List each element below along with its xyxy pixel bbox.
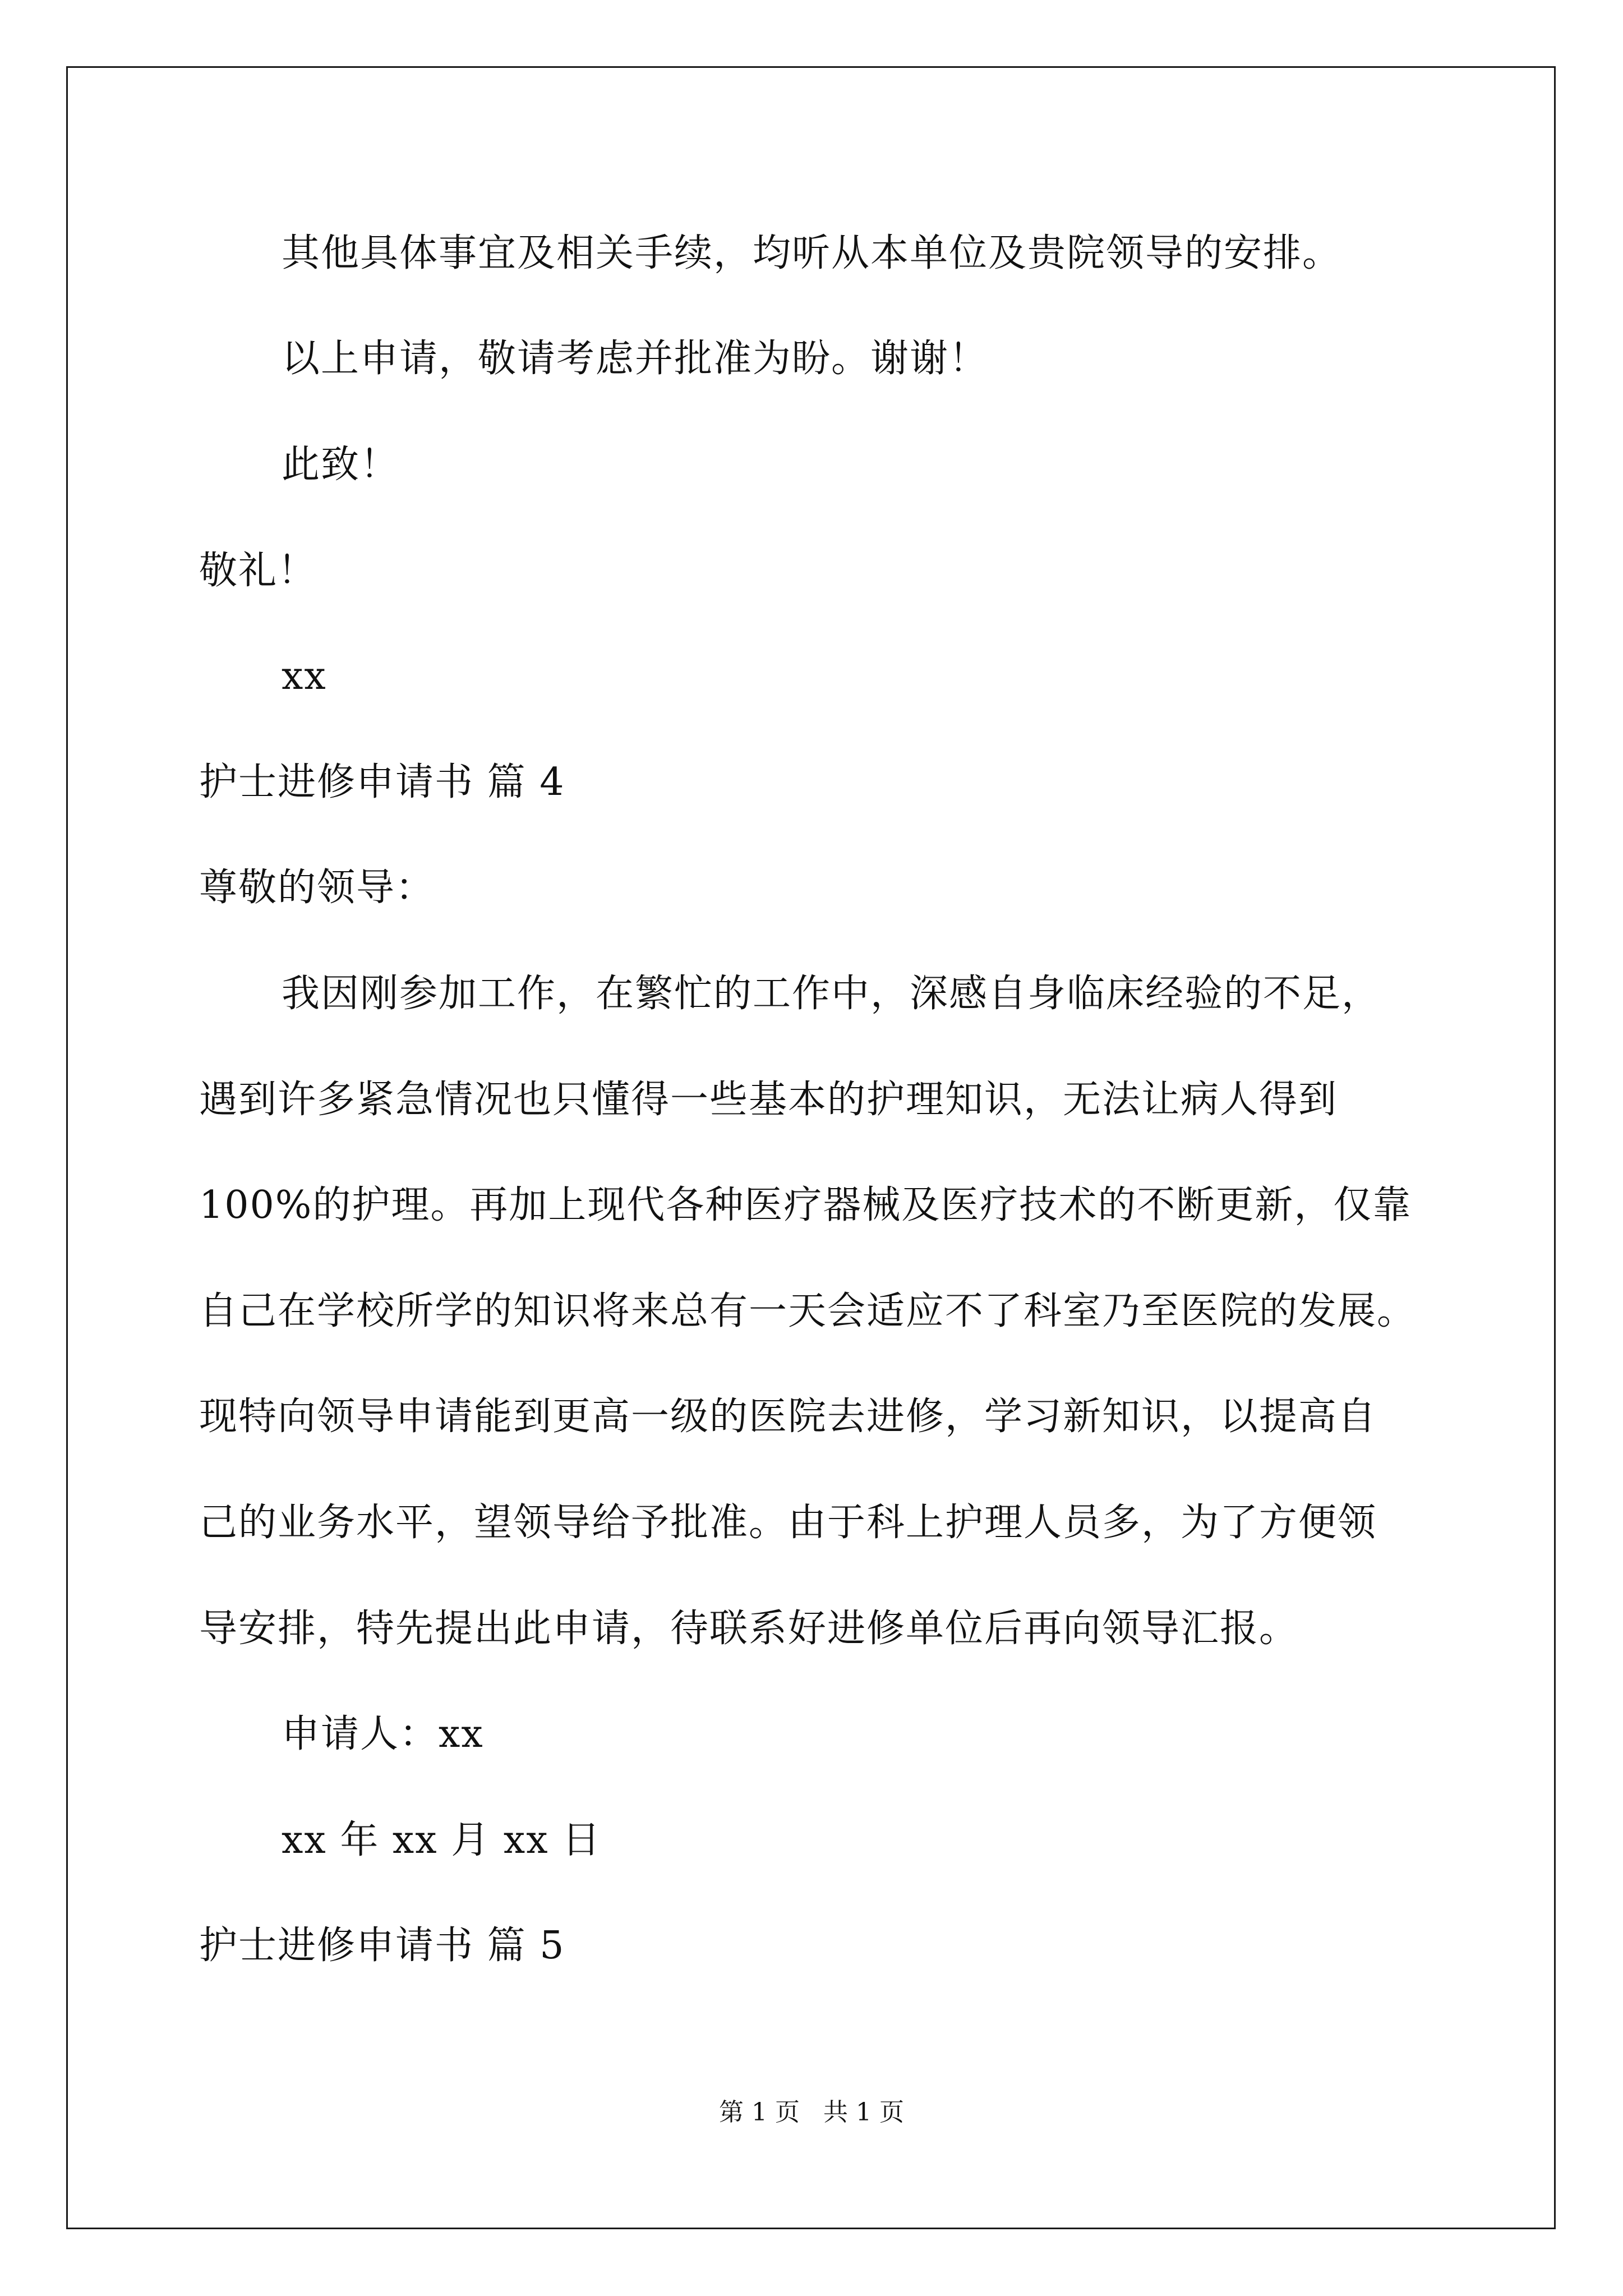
paragraph-line: 自己在学校所学的知识将来总有一天会适应不了科室乃至医院的发展。 — [199, 1289, 1417, 1333]
page-frame — [66, 66, 1556, 2229]
closing-line: 此致！ — [282, 443, 400, 487]
applicant-line: 申请人：xx — [282, 1712, 484, 1756]
paragraph-line: 以上申请，敬请考虑并批准为盼。谢谢！ — [282, 337, 989, 381]
paragraph-line: 现特向领导申请能到更高一级的医院去进修，学习新知识，以提高自 — [199, 1395, 1377, 1439]
paragraph-line: 遇到许多紧急情况也只懂得一些基本的护理知识，无法让病人得到 — [199, 1078, 1338, 1122]
paragraph-line: 其他具体事宜及相关手续，均听从本单位及贵院领导的安排。 — [282, 231, 1342, 275]
section-heading: 护士进修申请书 篇 4 — [199, 760, 565, 804]
paragraph-line: 导安排，特先提出此申请，待联系好进修单位后再向领导汇报。 — [199, 1607, 1299, 1651]
signature-line: xx — [282, 654, 327, 698]
paragraph-line: 100%的护理。再加上现代各种医疗器械及医疗技术的不断更新，仅靠 — [199, 1183, 1412, 1227]
paragraph-line: 己的业务水平，望领导给予批准。由于科上护理人员多，为了方便领 — [199, 1501, 1377, 1545]
page-number-footer: 第 1 页 共 1 页 — [719, 2098, 904, 2127]
greeting-line: 尊敬的领导： — [199, 866, 435, 910]
paragraph-line: 我因刚参加工作，在繁忙的工作中，深感自身临床经验的不足， — [282, 972, 1381, 1016]
section-heading: 护士进修申请书 篇 5 — [199, 1924, 565, 1968]
salutation-line: 敬礼！ — [199, 549, 317, 593]
date-line: xx 年 xx 月 xx 日 — [282, 1818, 602, 1862]
